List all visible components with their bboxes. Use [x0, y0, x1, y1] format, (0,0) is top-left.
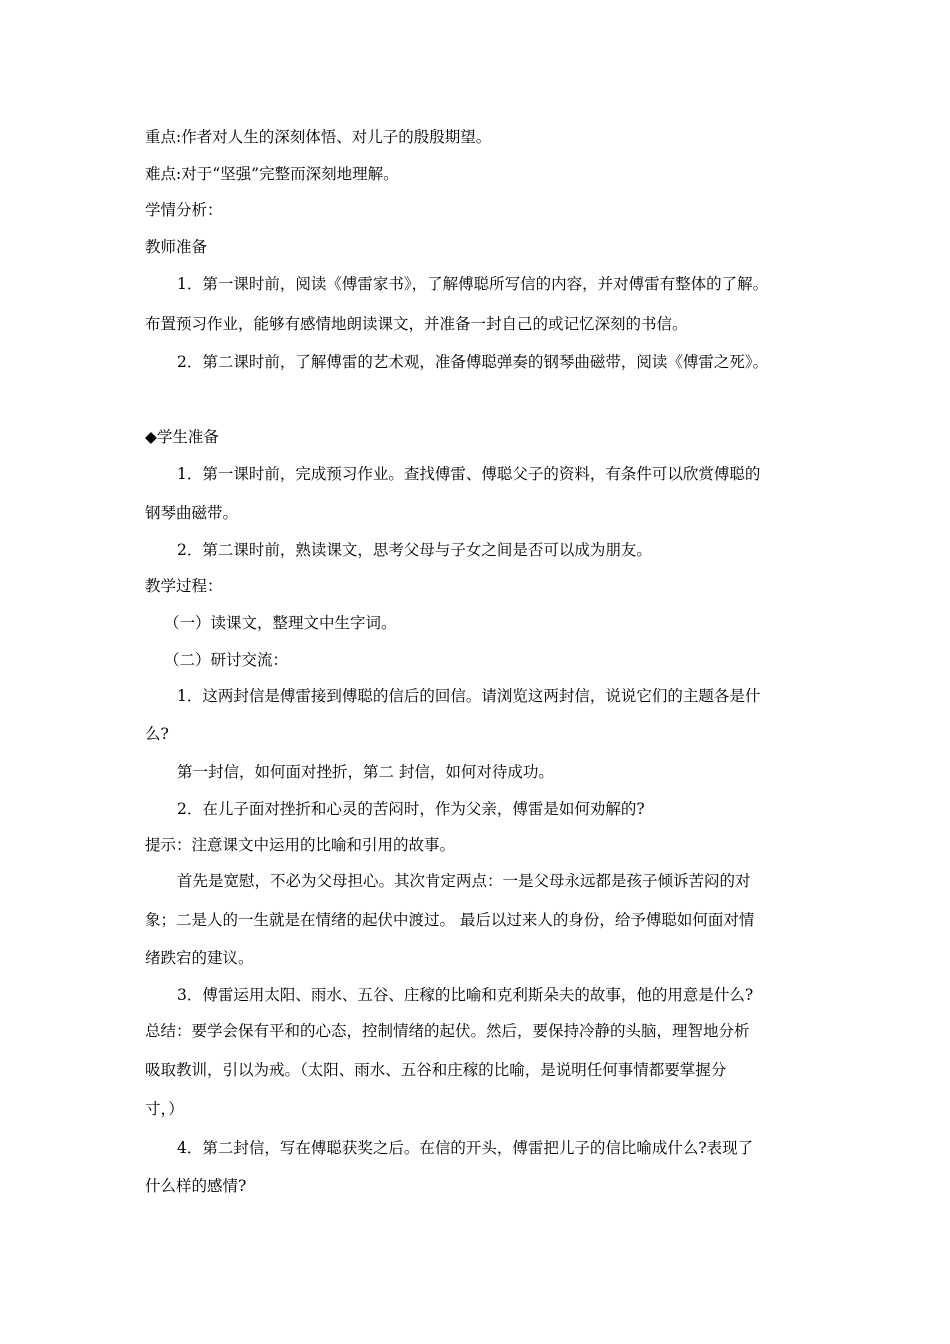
paragraph-line: 4．第二封信，写在傅聪获奖之后。在信的开头，傅雷把儿子的信比喻成什么?表现了 — [177, 1139, 754, 1157]
paragraph-line: 象；二是人的一生就是在情绪的起伏中渡过。 最后以过来人的身份，给予傅聪如何面对情 — [145, 911, 755, 929]
difficult-point: 难点:对于“坚强”完整而深刻地理解。 — [145, 165, 399, 183]
paragraph-line: 寸，） — [145, 1100, 184, 1118]
section-heading-student-prep: ◆学生准备 — [145, 428, 219, 446]
paragraph-line: 2．第二课时前，熟读课文，思考父母与子女之间是否可以成为朋友。 — [177, 541, 652, 559]
subsection-heading: （一）读课文，整理文中生字词。 — [164, 614, 397, 632]
paragraph-line: 吸取教训，引以为戒。（太阳、雨水、五谷和庄稼的比喻，是说明任何事情都要掌握分 — [145, 1061, 727, 1079]
paragraph-line: 2．在儿子面对挫折和心灵的苦闷时，作为父亲，傅雷是如何劝解的? — [177, 800, 645, 818]
section-heading-teacher-prep: 教师准备 — [145, 238, 208, 256]
paragraph-line: 第一封信，如何面对挫折，第二 封信，如何对待成功。 — [177, 763, 554, 781]
paragraph-line: 提示：注意课文中运用的比喻和引用的故事。 — [145, 836, 456, 854]
key-point: 重点:作者对人生的深刻体悟、对儿子的殷殷期望。 — [145, 128, 492, 146]
paragraph-line: 2．第二课时前，了解傅雷的艺术观，准备傅聪弹奏的钢琴曲磁带，阅读《傅雷之死》。 — [177, 353, 769, 371]
paragraph-line: 么? — [145, 725, 169, 743]
section-heading-teaching-process: 教学过程： — [145, 577, 223, 595]
paragraph-line: 首先是宽慰，不必为父母担心。其次肯定两点：一是父母永远都是孩子倾诉苦闷的对 — [177, 872, 751, 890]
paragraph-line: 绪跌宕的建议。 — [145, 949, 254, 967]
paragraph-line: 什么样的感情? — [145, 1177, 247, 1195]
subsection-heading: （二）研讨交流： — [164, 651, 289, 669]
paragraph-line: 1．这两封信是傅雷接到傅聪的信后的回信。请浏览这两封信，说说它们的主题各是什 — [177, 687, 761, 705]
paragraph-line: 1．第一课时前，完成预习作业。查找傅雷、傅聪父子的资料，有条件可以欣赏傅聪的 — [177, 465, 761, 483]
paragraph-line: 1．第一课时前，阅读《傅雷家书》，了解傅聪所写信的内容，并对傅雷有整体的了解。 — [177, 275, 769, 293]
paragraph-line: 布置预习作业，能够有感情地朗读课文，并准备一封自己的或记忆深刻的书信。 — [145, 315, 688, 333]
paragraph-line: 钢琴曲磁带。 — [145, 504, 239, 522]
paragraph-line: 总结：要学会保有平和的心态，控制情绪的起伏。然后，要保持冷静的头脑，理智地分析 — [145, 1022, 750, 1040]
paragraph-line: 3．傅雷运用太阳、雨水、五谷、庄稼的比喻和克利斯朵夫的故事，他的用意是什么? — [177, 986, 754, 1004]
section-heading-learner-analysis: 学情分析： — [145, 201, 223, 219]
